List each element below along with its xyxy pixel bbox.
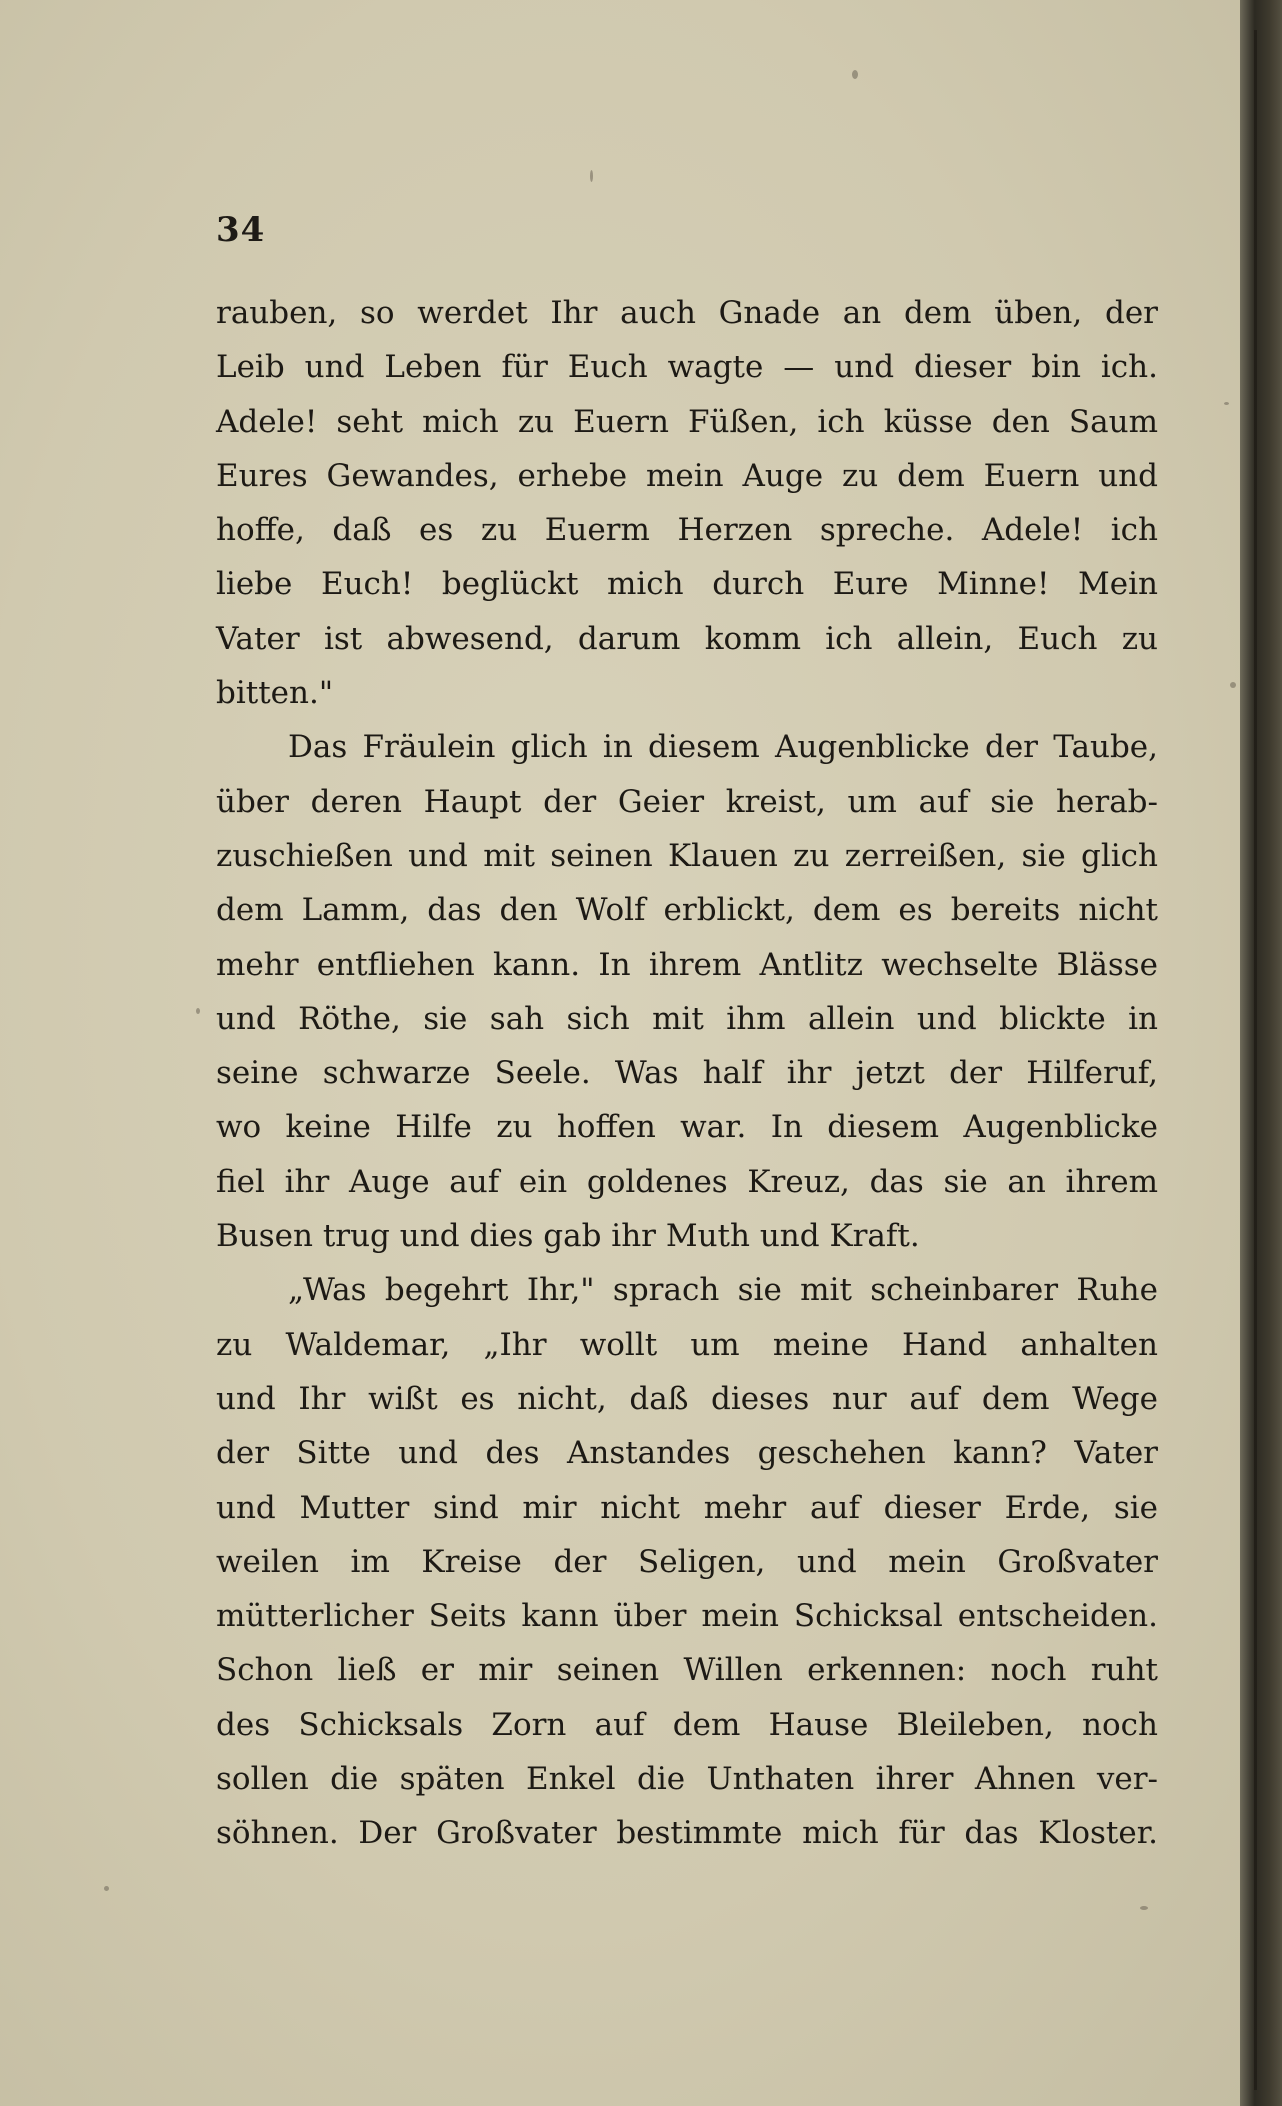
text-line-content: mehr entfliehen kann. In ihrem Antlitz wechselte Blässe bbox=[216, 946, 1158, 983]
text-line-content: Vater ist abwesend, darum komm ich allein, Euch zu bbox=[216, 620, 1158, 657]
text-line-content: söhnen. Der Großvater bestimmte mich für das Kloster. bbox=[216, 1815, 1158, 1852]
text-line bbox=[216, 666, 1158, 720]
text-line bbox=[216, 1209, 1158, 1263]
text-line-content: rauben, so werdet Ihr auch Gnade an dem üben, der bbox=[216, 295, 1158, 331]
text-line bbox=[216, 286, 1158, 340]
text-line-content: fiel ihr Auge auf ein goldenes Kreuz, das sie an ihrem bbox=[216, 1163, 1158, 1200]
text-line-content: Eures Gewandes, erhebe mein Auge zu dem Euern und bbox=[216, 457, 1158, 494]
text-line-content: Leib und Leben für Euch wagte — und dieser bin ich. bbox=[216, 349, 1158, 386]
text-line bbox=[216, 1155, 1158, 1209]
text-line-content: bitten." bbox=[216, 675, 334, 712]
text-line bbox=[216, 1535, 1158, 1589]
text-line-content: weilen im Kreise der Seligen, und mein Großvater bbox=[216, 1543, 1158, 1580]
text-line-content: und Ihr wißt es nicht, daß dieses nur auf dem Wege bbox=[216, 1380, 1158, 1417]
text-line-content: liebe Euch! beglückt mich durch Eure Minne! Mein bbox=[216, 566, 1158, 603]
text-line bbox=[216, 720, 1158, 774]
paper-speck bbox=[1224, 402, 1229, 405]
paper-speck bbox=[852, 70, 858, 79]
text-line-content: Schon ließ er mir seinen Willen erkennen: noch ruht bbox=[216, 1652, 1158, 1689]
text-line bbox=[216, 1046, 1158, 1100]
text-line bbox=[216, 1752, 1158, 1806]
text-line-content: Adele! seht mich zu Euern Füßen, ich küsse den Saum bbox=[216, 403, 1158, 440]
text-line bbox=[216, 1698, 1158, 1752]
text-line bbox=[216, 1100, 1158, 1154]
text-line-content: der Sitte und des Anstandes geschehen kann? Vater bbox=[216, 1435, 1158, 1472]
text-line bbox=[216, 1318, 1158, 1372]
text-line-content: zu Waldemar, „Ihr wollt um meine Hand anhalten bbox=[216, 1326, 1158, 1363]
binding-shadow-line bbox=[1254, 30, 1257, 2090]
paper-speck bbox=[104, 1886, 109, 1891]
text-line-content: zuschießen und mit seinen Klauen zu zerreißen, sie glich bbox=[216, 837, 1158, 874]
text-line-content: und Röthe, sie sah sich mit ihm allein und blickte in bbox=[216, 1000, 1158, 1037]
text-line bbox=[216, 557, 1158, 611]
text-line bbox=[216, 938, 1158, 992]
paper-speck bbox=[590, 170, 593, 182]
text-line bbox=[216, 612, 1158, 666]
text-line-content: und Mutter sind mir nicht mehr auf dieser Erde, sie bbox=[216, 1489, 1158, 1526]
text-line-content: „Was begehrt Ihr," sprach sie mit scheinbarer Ruhe bbox=[288, 1272, 1158, 1309]
text-line bbox=[216, 883, 1158, 937]
page-number: 34 bbox=[216, 210, 266, 250]
text-line bbox=[216, 1372, 1158, 1426]
text-line-content: dem Lamm, das den Wolf erblickt, dem es bereits nicht bbox=[216, 892, 1158, 929]
text-line-content: über deren Haupt der Geier kreist, um auf sie herab- bbox=[216, 783, 1158, 820]
text-line bbox=[216, 992, 1158, 1046]
text-line bbox=[216, 340, 1158, 394]
text-line-content: des Schicksals Zorn auf dem Hause Bleileben, noch bbox=[216, 1706, 1158, 1743]
text-line bbox=[216, 1806, 1158, 1860]
text-line bbox=[216, 395, 1158, 449]
text-line bbox=[216, 829, 1158, 883]
book-binding-edge bbox=[1240, 0, 1282, 2106]
text-line bbox=[216, 1426, 1158, 1480]
text-line bbox=[216, 449, 1158, 503]
text-line-content: hoffe, daß es zu Euerm Herzen spreche. Adele! ich bbox=[216, 512, 1158, 549]
text-line bbox=[216, 1263, 1158, 1317]
paper-speck bbox=[196, 1008, 200, 1014]
paper-speck bbox=[1230, 682, 1236, 688]
text-line bbox=[216, 775, 1158, 829]
text-line-content: Das Fräulein glich in diesem Augenblicke der Taube, bbox=[288, 729, 1158, 766]
body-text bbox=[216, 286, 1158, 1861]
text-line bbox=[216, 1643, 1158, 1697]
text-line bbox=[216, 1589, 1158, 1643]
paper-speck bbox=[1140, 1906, 1148, 1910]
text-line-content: mütterlicher Seits kann über mein Schicksal entscheiden. bbox=[216, 1598, 1158, 1635]
text-line-content: sollen die späten Enkel die Unthaten ihrer Ahnen ver- bbox=[216, 1761, 1158, 1798]
text-line-content: wo keine Hilfe zu hoffen war. In diesem Augenblicke bbox=[216, 1109, 1158, 1146]
text-line bbox=[216, 503, 1158, 557]
text-line-content: seine schwarze Seele. Was half ihr jetzt der Hilferuf, bbox=[216, 1055, 1158, 1092]
text-line bbox=[216, 1481, 1158, 1535]
text-line-content: Busen trug und dies gab ihr Muth und Kraft. bbox=[216, 1218, 920, 1255]
